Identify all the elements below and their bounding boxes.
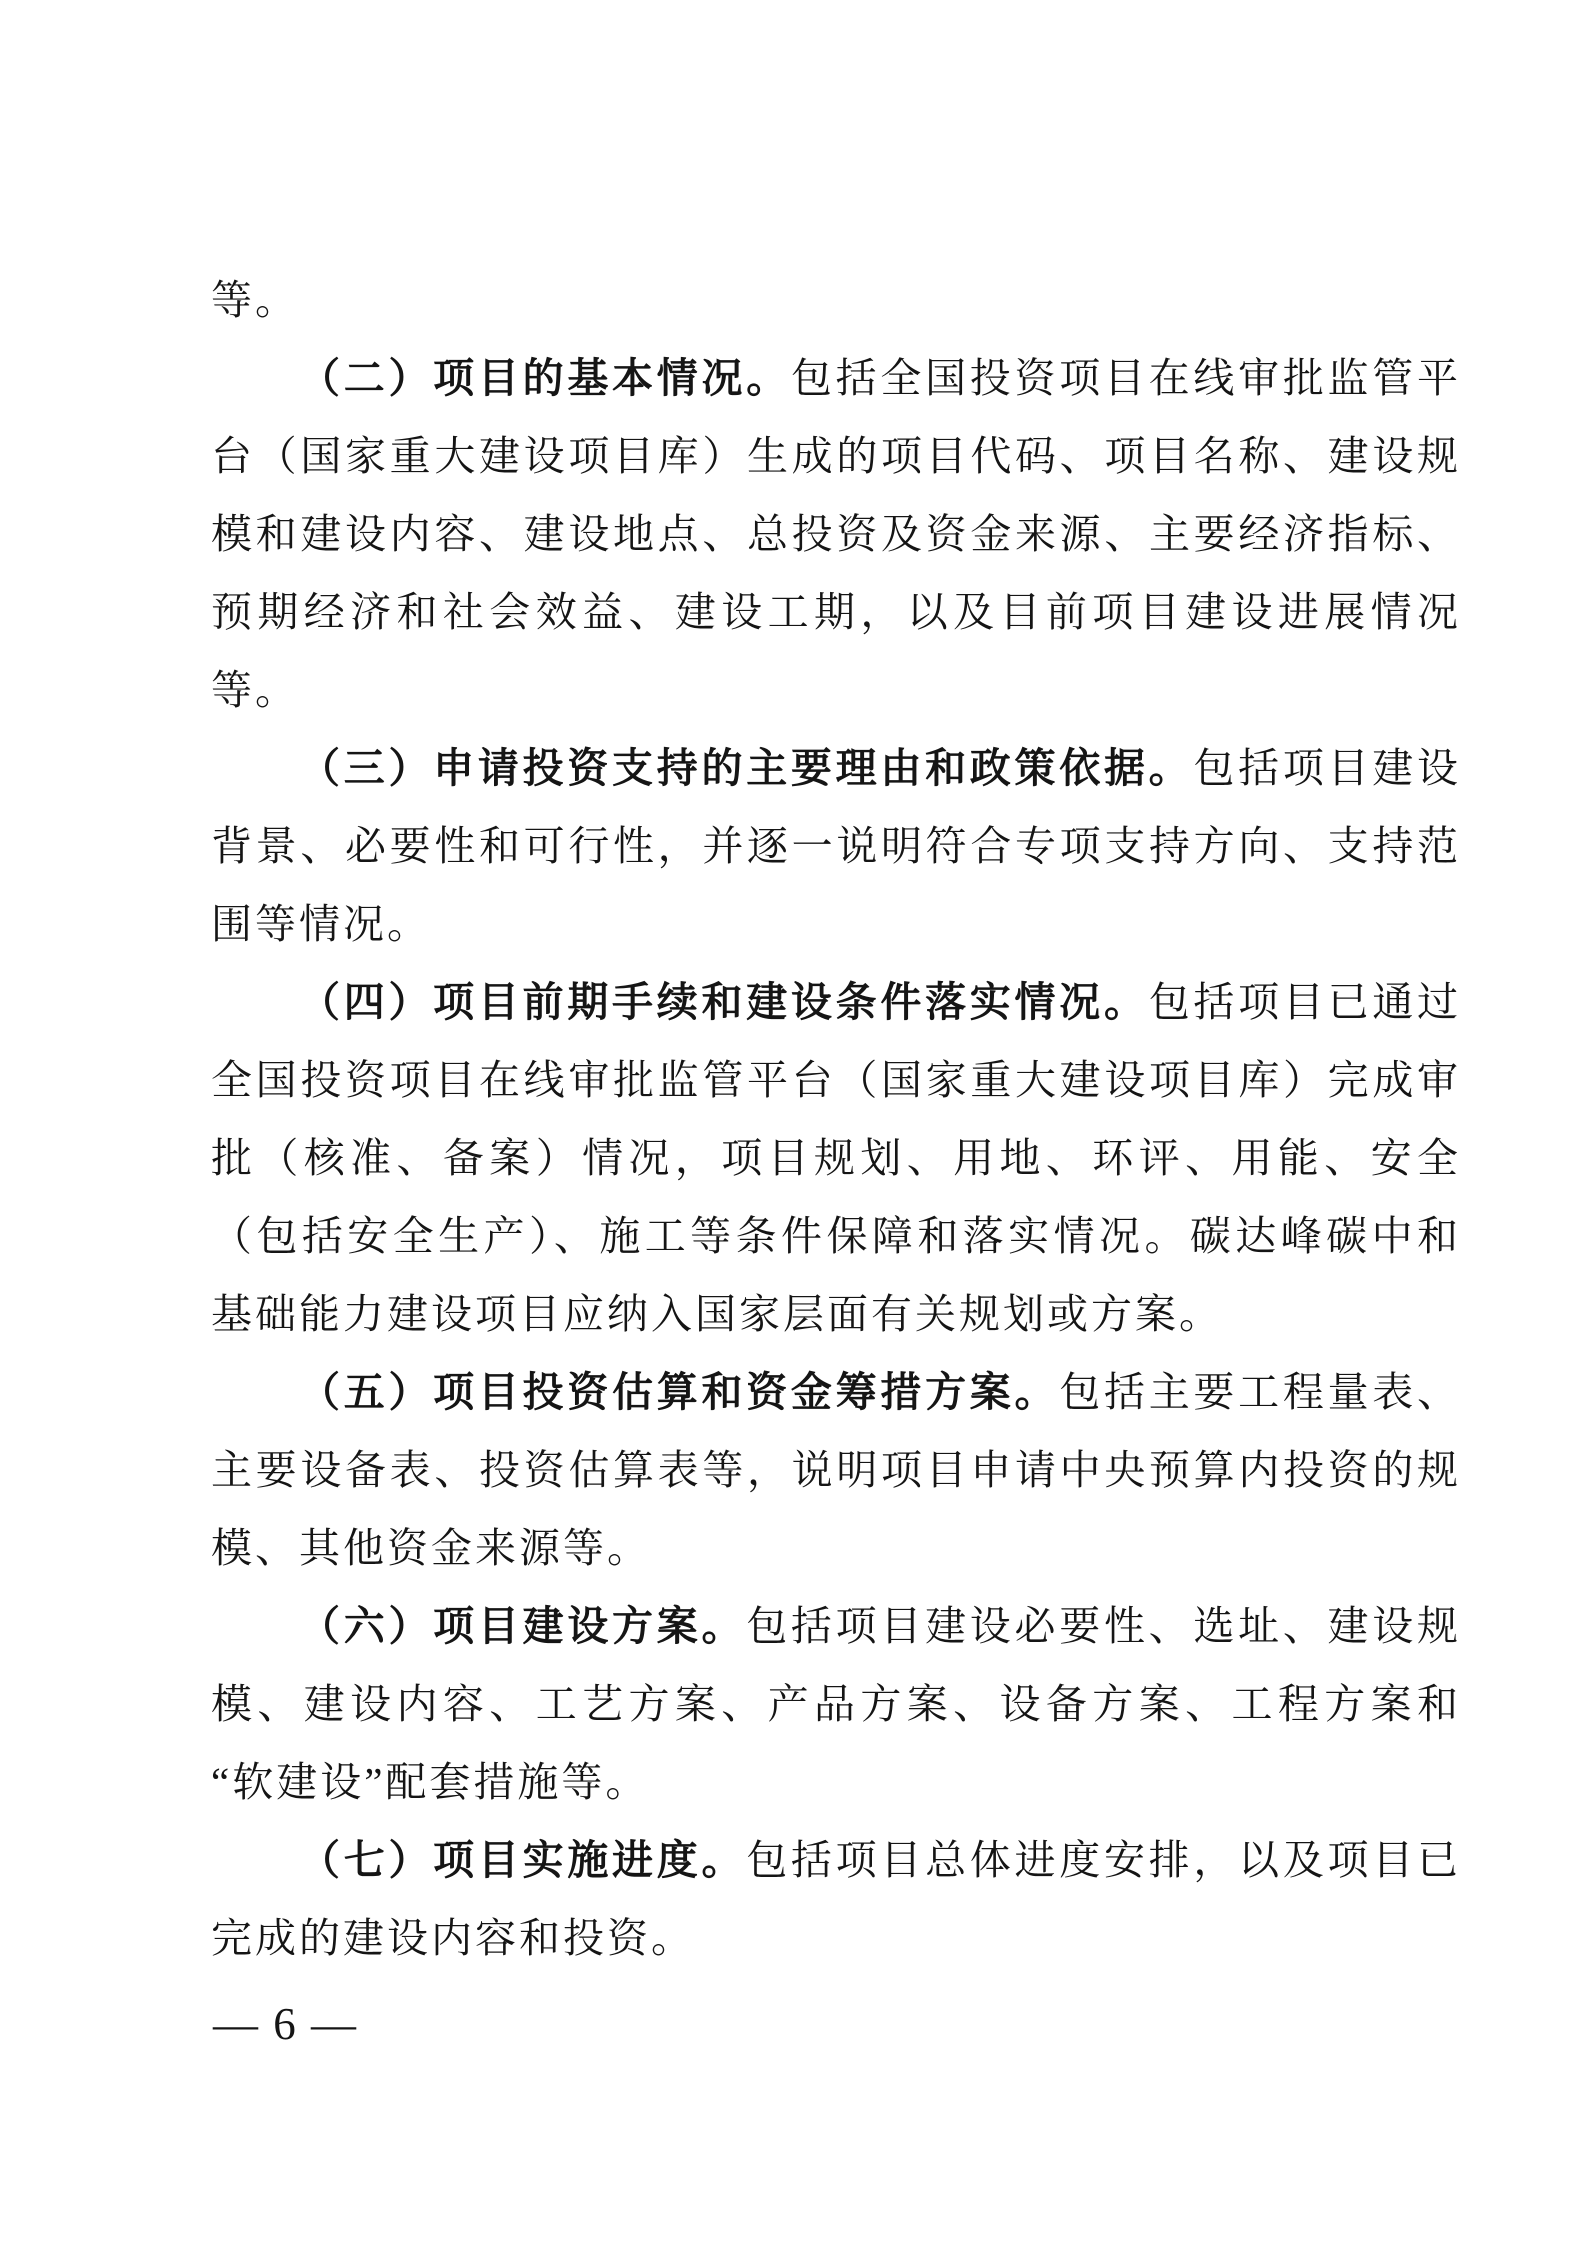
section-heading: （六）项目建设方案。 (299, 1603, 747, 1649)
text-line (211, 1743, 1461, 1821)
document-body (211, 261, 1461, 1977)
line-text: 包括项目建设 (1193, 745, 1462, 791)
text-line (211, 1665, 1461, 1743)
page-number: — 6 — (213, 1999, 358, 2049)
line-text: 模和建设内容、建设地点、总投资及资金来源、主要经济指标、 (211, 511, 1461, 557)
section-heading: （五）项目投资估算和资金筹措方案。 (299, 1369, 1060, 1415)
section-heading: （四）项目前期手续和建设条件落实情况。 (299, 979, 1149, 1025)
text-line (211, 885, 1461, 963)
text-line (211, 1275, 1461, 1353)
text-line (211, 261, 1461, 339)
line-text: 包括全国投资项目在线审批监管平 (790, 355, 1462, 401)
text-line (211, 573, 1461, 651)
line-text: 基础能力建设项目应纳入国家层面有关规划或方案。 (211, 1291, 1223, 1337)
text-line (211, 339, 1461, 417)
line-text: 包括项目总体进度安排，以及项目已 (746, 1837, 1462, 1883)
line-text: 背景、必要性和可行性，并逐一说明符合专项支持方向、支持范 (211, 823, 1461, 869)
line-text: 围等情况。 (211, 901, 431, 947)
line-text: 模、建设内容、工艺方案、产品方案、设备方案、工程方案和 (211, 1681, 1461, 1727)
text-line (211, 1899, 1461, 1977)
text-line (211, 1509, 1461, 1587)
text-line (211, 1119, 1461, 1197)
text-line (211, 651, 1461, 729)
line-text: 完成的建设内容和投资。 (211, 1915, 695, 1961)
text-line (211, 1041, 1461, 1119)
section-heading: （七）项目实施进度。 (299, 1837, 747, 1883)
line-text: 模、其他资金来源等。 (211, 1525, 651, 1571)
line-text: 包括项目已通过 (1148, 979, 1462, 1025)
line-text: 包括主要工程量表、 (1059, 1369, 1462, 1415)
line-text: 等。 (211, 667, 299, 713)
text-line (211, 1587, 1461, 1665)
line-text: 全国投资项目在线审批监管平台（国家重大建设项目库）完成审 (211, 1057, 1461, 1103)
text-line (211, 1821, 1461, 1899)
text-line (211, 417, 1461, 495)
line-text: 等。 (211, 277, 299, 323)
line-text: 台（国家重大建设项目库）生成的项目代码、项目名称、建设规 (211, 433, 1461, 479)
section-heading: （三）申请投资支持的主要理由和政策依据。 (299, 745, 1194, 791)
text-line (211, 963, 1461, 1041)
line-text: 主要设备表、投资估算表等，说明项目申请中央预算内投资的规 (211, 1447, 1461, 1493)
line-text: 批（核准、备案）情况，项目规划、用地、环评、用能、安全 (211, 1135, 1461, 1181)
line-text: 包括项目建设必要性、选址、建设规 (746, 1603, 1462, 1649)
text-line (211, 1353, 1461, 1431)
text-line (211, 1197, 1461, 1275)
text-line (211, 1431, 1461, 1509)
line-text: “软建设”配套措施等。 (211, 1759, 650, 1805)
text-line (211, 729, 1461, 807)
text-line (211, 495, 1461, 573)
line-text: 预期经济和社会效益、建设工期，以及目前项目建设进展情况 (211, 589, 1461, 635)
text-line (211, 807, 1461, 885)
section-heading: （二）项目的基本情况。 (299, 355, 791, 401)
line-text: （包括安全生产）、施工等条件保障和落实情况。碳达峰碳中和 (211, 1213, 1461, 1259)
